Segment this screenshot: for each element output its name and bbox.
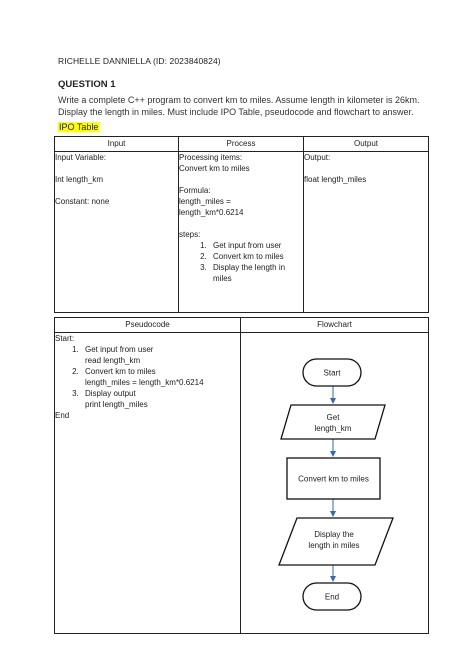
steps-label: steps: <box>179 230 201 239</box>
processing-item: Convert km to miles <box>179 164 250 173</box>
input-constant: Constant: none <box>55 197 110 206</box>
pseudocode-item-title: 3. Display output <box>85 389 136 398</box>
pseudocode-item-detail: print length_miles <box>85 400 148 409</box>
ipo-body-row <box>55 152 429 313</box>
ipo-output-cell <box>304 152 429 313</box>
input-variable-label: Input Variable: <box>55 153 106 162</box>
pseudocode-item-detail: read length_km <box>85 356 141 365</box>
pseudocode-flowchart-table <box>54 317 429 634</box>
pseudocode-cell <box>55 333 241 634</box>
flow-input-parallelogram <box>281 405 385 439</box>
flowchart-cell <box>241 333 429 634</box>
input-variable-declaration: Int length_km <box>55 175 104 184</box>
pseudocode-item <box>81 344 240 366</box>
step-item: 2. Convert km to miles <box>209 251 303 262</box>
output-variable: float length_miles <box>304 175 367 184</box>
pseudocode-list <box>55 344 240 410</box>
flow-input-label: Get <box>326 413 340 422</box>
question-text: Write a complete C++ program to convert km to miles. Assume length in kilometer is 26km. Display the length in miles. Must include IPO Table, pseudocode and flowchart to answer. <box>58 95 420 117</box>
step-item: 3. Display the length in miles <box>209 262 303 284</box>
pf-body-row <box>55 333 429 634</box>
pseudocode-item-detail: length_miles = length_km*0.6214 <box>85 378 204 387</box>
flow-output-label: Display the <box>314 530 354 539</box>
pseudocode-item-title: 1. Get input from user <box>85 345 154 354</box>
flow-input-label: length_km <box>314 424 352 433</box>
pseudocode-item <box>81 388 240 410</box>
ipo-table <box>54 136 429 313</box>
formula-line: length_km*0.6214 <box>179 208 244 217</box>
flowchart-header: Flowchart <box>241 318 429 333</box>
formula-label: Formula: <box>179 186 211 195</box>
pseudocode-start: Start: <box>55 334 75 343</box>
output-label: Output: <box>304 153 331 162</box>
author-line: RICHELLE DANNIELLA (ID: 2023840824) <box>58 56 221 66</box>
ipo-header-process: Process <box>179 137 304 152</box>
pseudocode-header: Pseudocode <box>55 318 241 333</box>
ipo-input-cell <box>55 152 179 313</box>
ipo-header-row <box>55 137 429 152</box>
flowchart-diagram <box>241 333 429 633</box>
formula-line: length_miles = <box>179 197 231 206</box>
ipo-process-cell <box>179 152 304 313</box>
pseudocode-item <box>81 366 240 388</box>
ipo-header-output: Output <box>304 137 429 152</box>
ipo-header-input: Input <box>55 137 179 152</box>
flow-start-label: Start <box>323 368 341 378</box>
steps-list <box>179 240 303 284</box>
flow-end-terminal <box>303 583 361 610</box>
flow-end-label: End <box>324 592 340 602</box>
flow-output-parallelogram <box>279 518 393 565</box>
flow-process-label: Convert km to miles <box>298 474 369 484</box>
flow-process-box <box>287 458 380 499</box>
pseudocode-end: End <box>55 411 70 420</box>
flow-start-terminal <box>303 359 361 386</box>
pf-header-row <box>55 318 429 333</box>
question-title: QUESTION 1 <box>58 79 116 90</box>
processing-items-label: Processing items: <box>179 153 243 162</box>
flow-output-label: length in miles <box>308 541 360 550</box>
pseudocode-item-title: 2. Convert km to miles <box>85 367 156 376</box>
ipo-table-label: IPO Table <box>59 122 99 132</box>
step-item: 1. Get input from user <box>209 240 303 251</box>
